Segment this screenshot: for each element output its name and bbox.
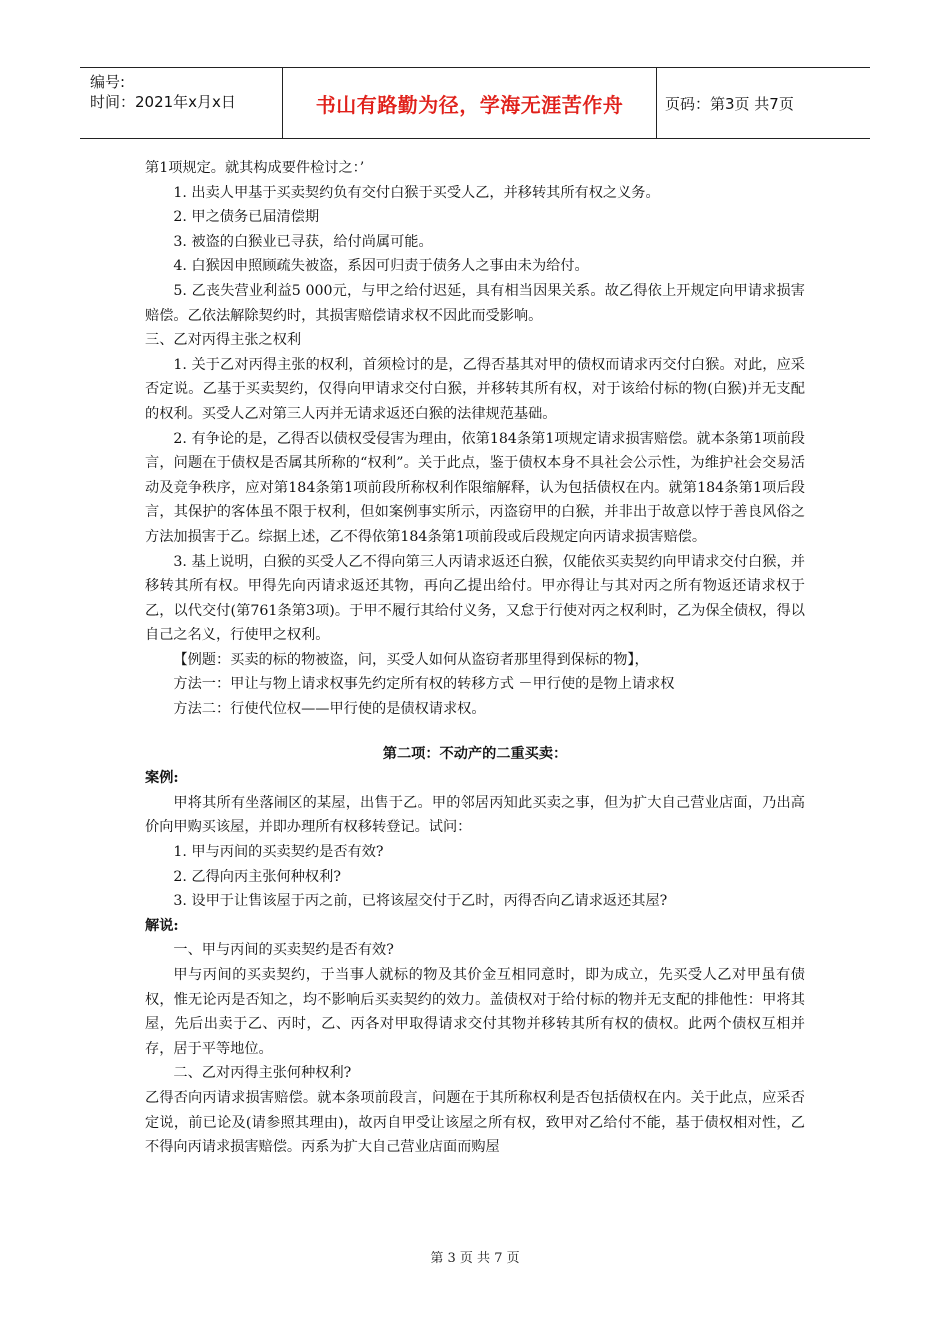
document-date: 时间：2021年x月x日: [90, 93, 236, 111]
document-body: [145, 156, 805, 1160]
paragraph: 【例题：买卖的标的物被盗，问，买受人如何从盗窃者那里得到保标的物】，: [173, 651, 649, 668]
section-heading: 第二项：不动产的二重买卖：: [382, 745, 568, 762]
section-label: 解说:: [145, 917, 179, 934]
paragraph: 2. 有争论的是，乙得否以债权受侵害为理由，依第184条第1项规定请求损害赔偿。就本条第1项前段言，问题在于债权是否属其所称的“权利”。关于此点，鉴于债权本身不具社会公示性，为维护社会交易活动及竞争秩序，应对第184条第1项前段所称权利作限缩解释，认为包括债权在内。就第184条第1项后段言，其保护的客体虽不限于权利，但如案例事实所示，丙盗窃甲的白猴，并非出于故意以悖于善良风俗之方法加损害于乙。综据上述，乙不得依第184条第1项前段或后段规定向丙请求损害赔偿。: [145, 430, 805, 545]
paragraph: 1. 甲与丙间的买卖契约是否有效?: [173, 844, 384, 861]
header-meta: [80, 68, 283, 138]
header-motto: 书山有路勤为径，学海无涯苦作舟: [283, 68, 657, 138]
paragraph: 三、乙对丙得主张之权利: [145, 332, 302, 349]
paragraph: 5. 乙丧失营业利益5 000元，与甲之给付迟延，具有相当因果关系。故乙得依上开规定向甲请求损害赔偿。乙依法解除契约时，其损害赔偿请求权不因此而受影响。: [145, 282, 805, 324]
document-number-label: 编号:: [90, 73, 126, 91]
paragraph: 二、乙对丙得主张何种权利?: [173, 1065, 352, 1082]
paragraph: 方法二：行使代位权——甲行使的是债权请求权。: [173, 701, 486, 718]
paragraph: 方法一：甲让与物上请求权事先约定所有权的转移方式 －甲行使的是物上请求权: [173, 676, 675, 693]
spacer: [145, 722, 805, 742]
paragraph: 3. 设甲于让售该屋于丙之前，已将该屋交付于乙时，丙得否向乙请求返还其屋?: [173, 893, 668, 910]
paragraph: 1. 出卖人甲基于买卖契约负有交付白猴于买受人乙，并移转其所有权之义务。: [173, 184, 660, 201]
header-table: [80, 67, 870, 139]
section-label: 案例:: [145, 770, 179, 787]
page-info: 页码：第3页 共7页: [665, 94, 794, 113]
paragraph: 乙得否向丙请求损害赔偿。就本条项前段言，问题在于其所称权利是否包括债权在内。关于此点，应采否定说，前已论及(请参照其理由)，故丙自甲受让该屋之所有权，致甲对乙给付不能，基于债权相对性，乙不得向丙请求损害赔偿。丙系为扩大自己营业店面而购屋: [145, 1089, 805, 1156]
paragraph: 1. 关于乙对丙得主张的权利，首须检讨的是，乙得否基其对甲的债权而请求丙交付白猴。对此，应采否定说。乙基于买卖契约，仅得向甲请求交付白猴，并移转其所有权，对于该给付标的物(白猴)并无支配的权利。买受人乙对第三人丙并无请求返还白猴的法律规范基础。: [145, 356, 805, 422]
paragraph: 甲将其所有坐落闹区的某屋，出售于乙。甲的邻居丙知此买卖之事，但为扩大自己营业店面，乃出高价向甲购买该屋，并即办理所有权移转登记。试问：: [145, 794, 805, 836]
paragraph: 第1项规定。就其构成要件检讨之：’: [145, 160, 365, 176]
page-footer: 第 3 页 共 7 页: [430, 1251, 520, 1266]
paragraph: 2. 乙得向丙主张何种权利?: [173, 868, 341, 885]
paragraph: 2. 甲之债务已届清偿期: [173, 209, 320, 226]
paragraph: 甲与丙间的买卖契约，于当事人就标的物及其价金互相同意时，即为成立，先买受人乙对甲虽有债权，惟无论丙是否知之，均不影响后买卖契约的效力。盖债权对于给付标的物并无支配的排他性：甲将其屋，先后出卖于乙、丙时，乙、丙各对甲取得请求交付其物并移转其所有权的债权。此两个债权互相并存，居于平等地位。: [145, 967, 805, 1057]
paragraph: 3. 基上说明，白猴的买受人乙不得向第三人丙请求返还白猴，仅能依买卖契约向甲请求交付白猴，并移转其所有权。甲得先向丙请求返还其物，再向乙提出给付。甲亦得让与其对丙之所有物返还请求权于乙，以代交付(第761条第3项)。于甲不履行其给付义务，又怠于行使对丙之权利时，乙为保全债权，得以自己之名义，行使甲之权利。: [145, 553, 805, 644]
paragraph: 4. 白猴因申照顾疏失被盗，系因可归责于债务人之事由未为给付。: [173, 258, 589, 275]
paragraph: 3. 被盗的白猴业已寻获，给付尚属可能。: [173, 233, 433, 250]
paragraph: 一、甲与丙间的买卖契约是否有效?: [173, 942, 394, 959]
